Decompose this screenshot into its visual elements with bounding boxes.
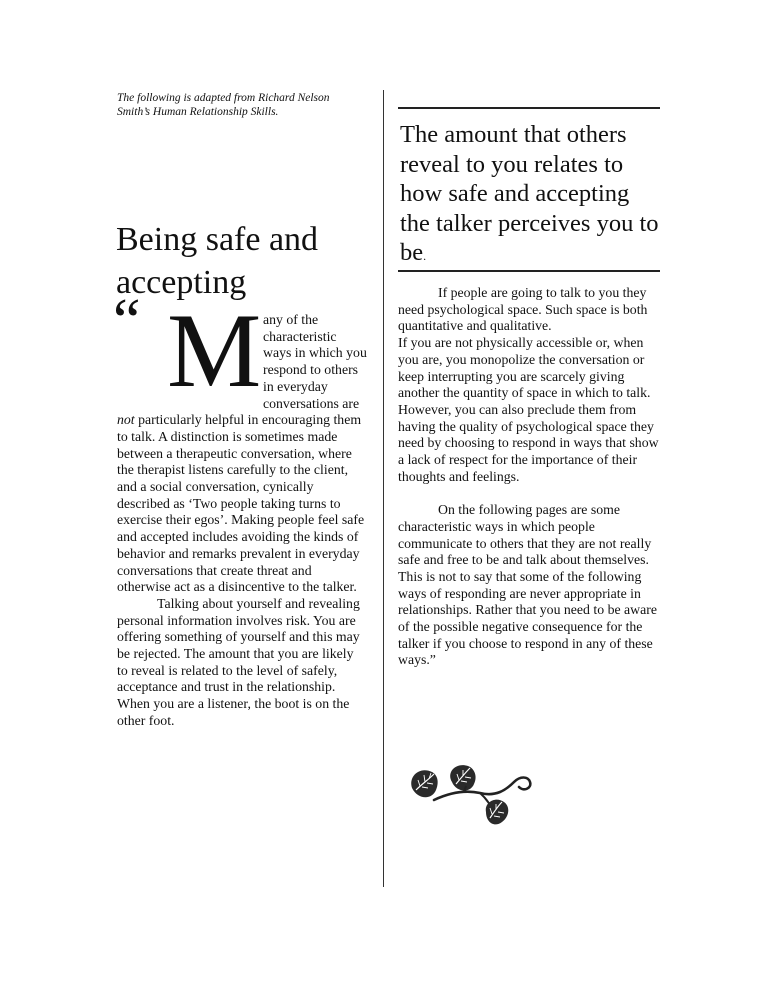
- article-heading: Being safe and accepting: [116, 221, 319, 301]
- drop-cap: [113, 287, 262, 409]
- left-paragraph-1-emphasis: not: [117, 412, 135, 428]
- pull-quote-text: The amount that others reveal to you relates to how safe and accepting the talker perceives you to be: [400, 121, 659, 266]
- attribution-note: The following is adapted from Richard Nelson Smith’s Human Relationship Skills.: [117, 92, 330, 118]
- column-divider: [383, 90, 384, 887]
- drop-cap-letter: M: [167, 292, 262, 409]
- pull-quote-top-rule: [398, 107, 660, 109]
- pull-quote-period: .: [423, 249, 427, 263]
- right-paragraph-3: On the following pages are some characteristic ways in which people communicate to others that they are not really safe and free to be and talk about themselves. This is not to say that some of the following ways of responding are never appropriate in relationships. Rather that you need to be aware of the possible negative consequence for the talker if you choose to respond in any of these ways.”: [398, 502, 657, 668]
- left-paragraph-2: Talking about yourself and revealing personal information involves risk. You are offering something of yourself and this may be rejected. The amount that you are likely to reveal is related to the level of safely, acceptance and trust in the relationship. When you are a listener, the boot is on the other foot.: [117, 595, 360, 728]
- pull-quote-bottom-rule: [398, 270, 660, 272]
- right-paragraph-1: If people are going to talk to you they need psychological space. Such space is both quantitative and qualitative.: [398, 285, 648, 334]
- drop-cap-quote-mark: “: [113, 287, 141, 355]
- left-paragraph-1-start: any of the characteristic ways in which you respond to others in everyday conversations are: [263, 312, 367, 411]
- pull-quote: [400, 120, 662, 272]
- left-paragraph-1-end: particularly helpful in encouraging them to talk. A distinction is sometimes made between a therapeutic conversation, where the therapist listens carefully to the client, and a social conversation, cynically described as ‘Two people taking turns to exercise their egos’. Making people feel safe and accepted includes avoiding the kinds of behavior and remarks prevalent in everyday conversations that create threat and otherwise act as a disincentive to the talker.: [117, 412, 365, 595]
- left-column-body: [113, 287, 367, 730]
- right-paragraph-2: If you are not physically accessible or, when you are, you monopolize the conversation or keep interrupting you are scarcely giving another the quantity of space in which to talk. However, you can also preclude them from having the quality of psychological space they need by choosing to respond in ways that show a lack of respect for the importance of their thoughts and feelings.: [398, 335, 659, 484]
- right-column-body: [398, 285, 666, 669]
- leaf-flourish-icon: [406, 760, 536, 830]
